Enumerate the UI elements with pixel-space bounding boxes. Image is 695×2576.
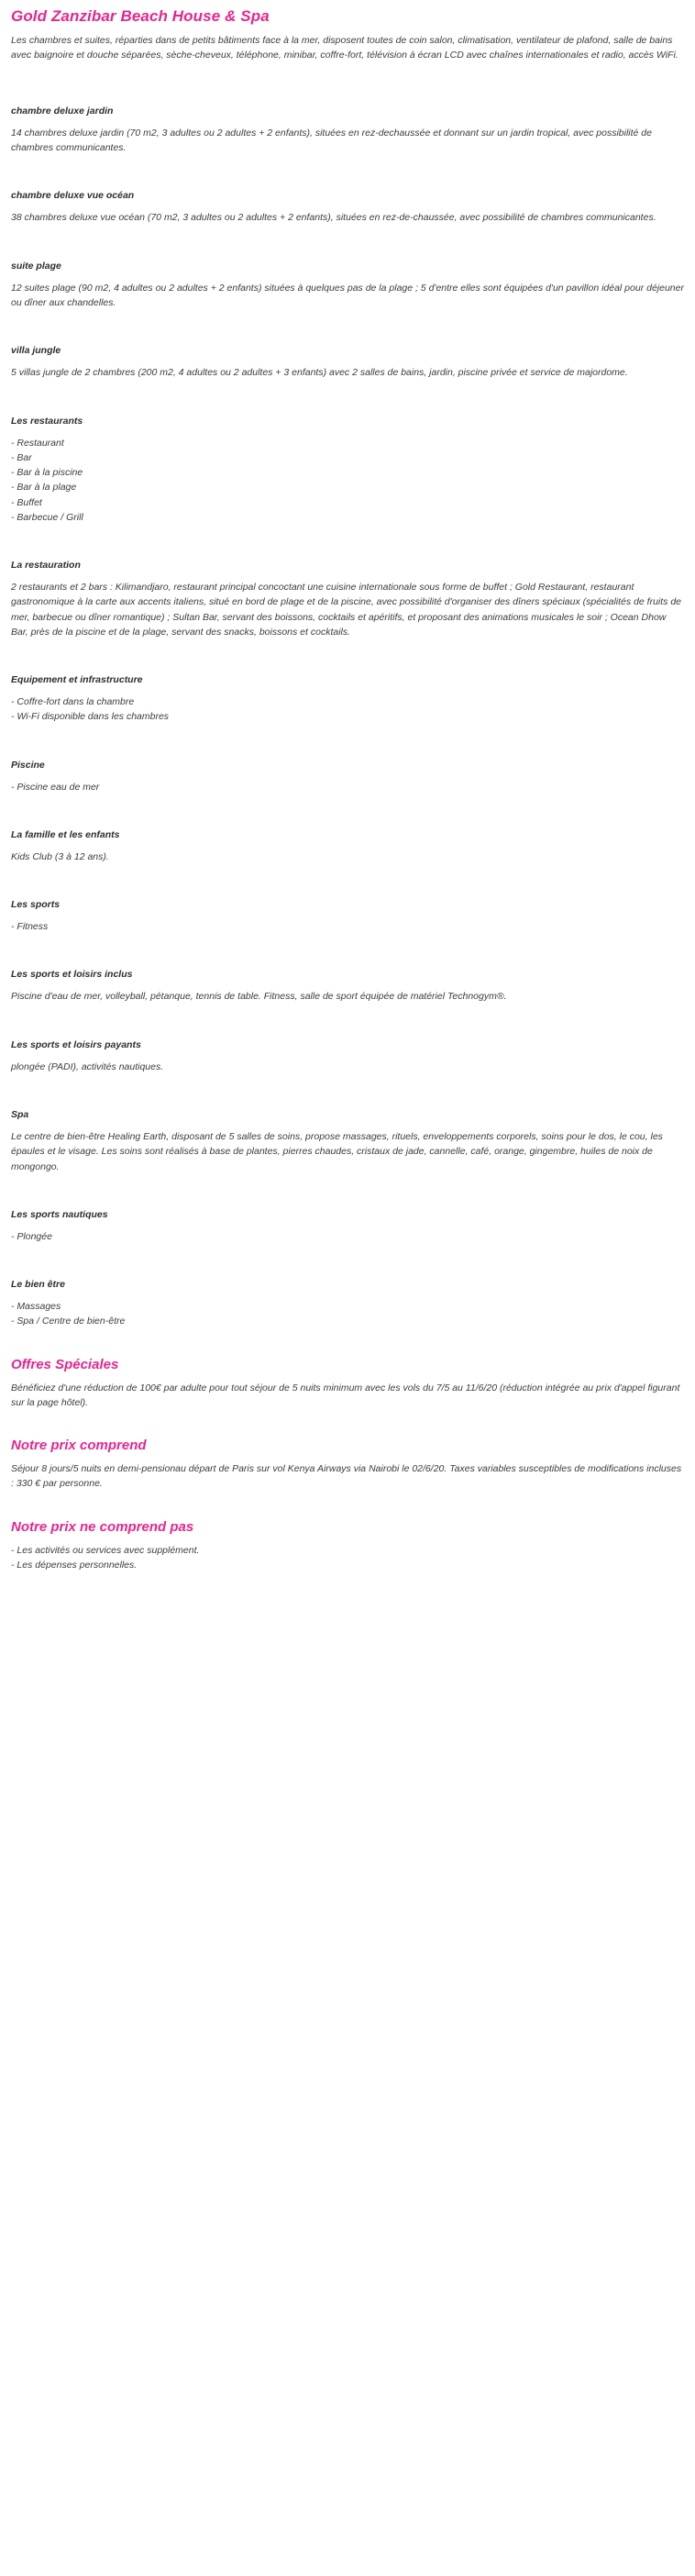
section-title: Le bien être — [11, 1279, 65, 1291]
list-item: - Massages — [11, 1301, 61, 1313]
spacer — [11, 381, 684, 416]
offer-body: Séjour 8 jours/5 nuits en demi-pensionau départ de Paris sur vol Kenya Airways via Nairobi le 02/6/20. Taxes variables susceptibles de modifications incluses : 330 € par personne. — [11, 1463, 682, 1490]
section-body: Kids Club (3 à 12 ans). — [11, 850, 109, 862]
section-notre-prix-ne-comprend-pas — [11, 1519, 684, 1573]
section-spa — [11, 1109, 684, 1174]
section-le-bien-etre — [11, 1279, 684, 1329]
spacer — [11, 794, 684, 829]
spacer — [11, 1410, 684, 1438]
section-title: Les sports et loisirs inclus — [11, 969, 133, 981]
spacer — [11, 934, 684, 969]
section-title: chambre deluxe jardin — [11, 105, 114, 117]
spacer — [11, 1174, 684, 1209]
section-les-restaurants — [11, 416, 684, 526]
list-item: - Restaurant — [11, 437, 64, 449]
section-la-restauration — [11, 560, 684, 639]
section-body: 38 chambres deluxe vue océan (70 m2, 3 adultes ou 2 adultes + 2 enfants), situées en rez-de-chaussée, avec possibilité de chambres communicantes. — [11, 212, 656, 224]
list-item: - Wi-Fi disponible dans les chambres — [11, 711, 170, 723]
section-body: Piscine d'eau de mer, volleyball, pétanque, tennis de table. Fitness, salle de sport équipée de matériel Technogym®. — [11, 991, 507, 1003]
spacer — [11, 725, 684, 760]
section-title: Spa — [11, 1109, 29, 1121]
spacer — [11, 639, 684, 674]
spacer — [11, 155, 684, 190]
offer-body — [11, 1543, 684, 1573]
spacer — [11, 310, 684, 345]
spacer — [11, 525, 684, 560]
spacer — [11, 1005, 684, 1039]
section-body: 12 suites plage (90 m2, 4 adultes ou 2 adultes + 2 enfants) situées à quelques pas de la plage ; 5 d'entre elles sont équipées d'un pavillon idéal pour déjeuner ou dîner aux chandelles. — [11, 282, 684, 308]
spacer — [11, 226, 684, 261]
section-title: Les sports nautiques — [11, 1208, 108, 1220]
section-les-sports-et-loisirs-inclus — [11, 969, 684, 1004]
section-body: 2 restaurants et 2 bars : Kilimandjaro, restaurant principal concoctant une cuisine internationale sous forme de buffet ; Gold Restaurant, restaurant gastronomique à la carte aux accents italiens, situé en bord de plage et de la piscine, avec possibilité d'organiser des dîners spéciaux (spécialités de fruits de mer, barbecue ou dîner romantique) ; Sultan Bar, servant des boissons, cocktails et apéritifs, et proposant des animations musicales le soir ; Ocean Dhow Bar, près de la piscine et de la plage, servant des snacks, boissons et cocktails. — [11, 582, 682, 638]
list-item: - Piscine eau de mer — [11, 781, 100, 793]
intro-paragraph: Les chambres et suites, réparties dans de petits bâtiments face à la mer, disposent toutes de coin salon, climatisation, ventilateur de plafond, salle de bains avec baignoire et douche séparées, sèche-cheveux, téléphone, minibar, coffre-fort, télévision à écran LCD avec chaînes internationales et radio, accès WiFi. — [11, 35, 678, 61]
spacer — [11, 1074, 684, 1109]
section-offres-speciales — [11, 1357, 684, 1411]
section-body — [11, 1299, 684, 1329]
section-les-sports-nautiques — [11, 1209, 684, 1244]
list-item: - Les dépenses personnelles. — [11, 1559, 138, 1571]
section-body — [11, 780, 684, 794]
section-equipement-et-infrastructure — [11, 674, 684, 725]
list-item: - Bar à la plage — [11, 482, 77, 494]
list-item: - Bar à la piscine — [11, 467, 83, 479]
section-title: chambre deluxe vue océan — [11, 190, 135, 202]
list-item: - Les activités ou services avec supplément. — [11, 1544, 200, 1556]
list-item: - Spa / Centre de bien-être — [11, 1316, 126, 1327]
section-title: La famille et les enfants — [11, 828, 120, 840]
section-piscine — [11, 760, 684, 794]
section-la-famille-et-les-enfants — [11, 829, 684, 864]
section-body — [11, 436, 684, 526]
spacer — [11, 1329, 684, 1357]
section-title: Piscine — [11, 759, 45, 771]
spacer — [11, 63, 684, 105]
list-item: - Plongée — [11, 1230, 52, 1242]
section-body — [11, 694, 684, 725]
offer-title: Offres Spéciales — [11, 1356, 119, 1372]
section-les-sports-et-loisirs-payants — [11, 1039, 684, 1074]
section-chambre-deluxe-jardin — [11, 105, 684, 156]
section-title: Les sports — [11, 899, 61, 911]
spacer — [11, 1492, 684, 1519]
list-item: - Barbecue / Grill — [11, 511, 83, 523]
section-title: villa jungle — [11, 345, 61, 357]
spacer — [11, 864, 684, 899]
section-suite-plage — [11, 261, 684, 311]
section-title: Les restaurants — [11, 415, 83, 427]
page-title: Gold Zanzibar Beach House & Spa — [11, 7, 270, 25]
section-villa-jungle — [11, 345, 684, 380]
section-title: Les sports et loisirs payants — [11, 1038, 141, 1050]
section-body: plongée (PADI), activités nautiques. — [11, 1060, 164, 1072]
spacer — [11, 1244, 684, 1279]
list-item: - Fitness — [11, 921, 49, 933]
list-item: - Coffre-fort dans la chambre — [11, 696, 135, 708]
list-item: - Bar — [11, 451, 32, 463]
section-body: Le centre de bien-être Healing Earth, disposant de 5 salles de soins, propose massages, rituels, enveloppements corporels, soins pour le dos, le cou, les épaules et le visage. Les soins sont réalisés à base de plantes, pierres chaudes, cristaux de jade, cannelle, café, orange, gingembre, huiles de noix de mongongo. — [11, 1131, 663, 1172]
section-body — [11, 1229, 684, 1244]
section-body: 14 chambres deluxe jardin (70 m2, 3 adultes ou 2 adultes + 2 enfants), situées en rez-dechaussée et donnant sur un jardin tropical, avec possibilité de chambres communicantes. — [11, 127, 652, 154]
section-body — [11, 919, 684, 934]
offer-title: Notre prix comprend — [11, 1438, 147, 1454]
section-title: La restauration — [11, 560, 81, 572]
section-chambre-deluxe-vue-ocean — [11, 190, 684, 225]
section-title: Equipement et infrastructure — [11, 674, 143, 686]
section-title: suite plage — [11, 260, 61, 272]
offer-body: Bénéficiez d'une réduction de 100€ par adulte pour tout séjour de 5 nuits minimum avec les vols du 7/5 au 11/6/20 (réduction intégrée au prix d'appel figurant sur la page hôtel). — [11, 1382, 680, 1408]
offer-title: Notre prix ne comprend pas — [11, 1518, 194, 1535]
section-les-sports — [11, 899, 684, 934]
section-body: 5 villas jungle de 2 chambres (200 m2, 4 adultes ou 2 adultes + 3 enfants) avec 2 salles de bains, jardin, piscine privée et service de majordome. — [11, 367, 628, 379]
section-notre-prix-comprend — [11, 1438, 684, 1492]
list-item: - Buffet — [11, 496, 42, 508]
